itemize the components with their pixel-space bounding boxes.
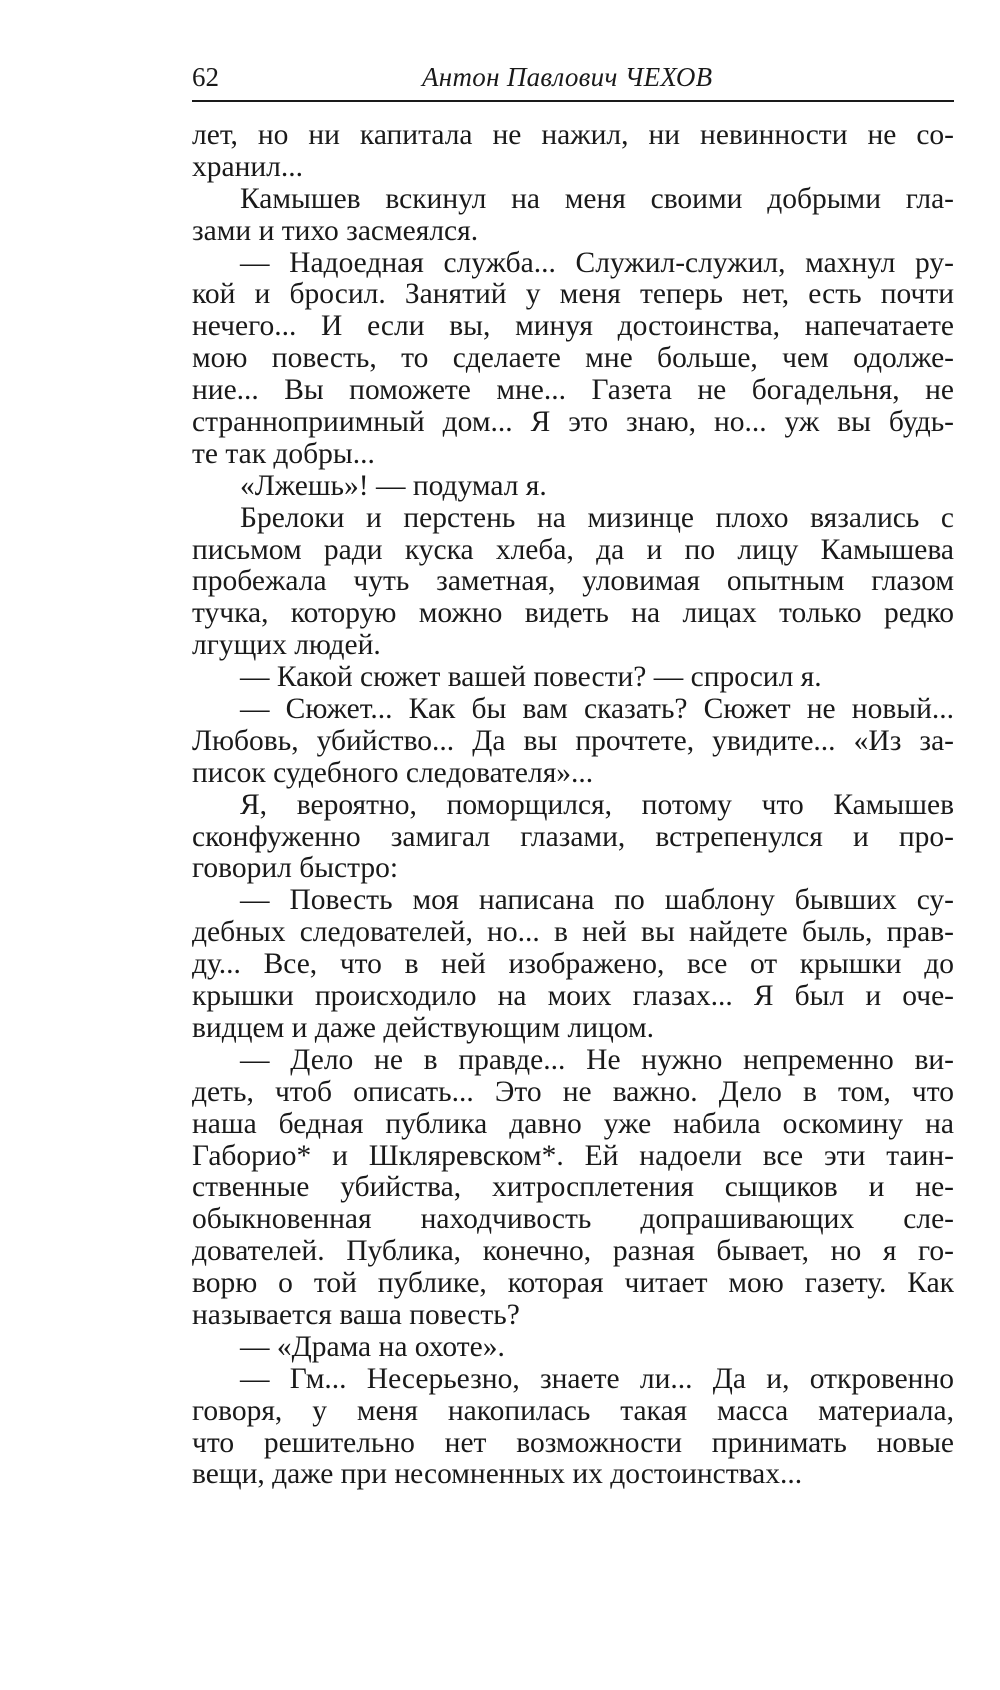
text-line: хранил...: [192, 150, 304, 183]
text-line: лет, но ни капитала не нажил, ни невинности не со-: [192, 119, 954, 151]
text-line: говоря, у меня накопилась такая масса материала,: [192, 1394, 954, 1427]
text-line: Габорио* и Шкляревском*. Ей надоели все эти таин-: [192, 1139, 954, 1172]
text-line: что решительно нет возможности принимать новые: [192, 1426, 954, 1459]
text-line: пробежала чуть заметная, уловимая опытным глазом: [192, 565, 954, 598]
text-line: «Лжешь»! — подумал я.: [240, 469, 547, 502]
text-line: нечего... И если вы, минуя достоинства, напечатаете: [192, 310, 954, 343]
body-text: [192, 120, 954, 1491]
book-page: [192, 60, 954, 1491]
text-line: — Гм... Несерьезно, знаете ли... Да и, откровенно: [240, 1362, 954, 1395]
text-line: зами и тихо засмеялся.: [192, 214, 479, 247]
text-line: наша бедная публика давно уже набила оскомину на: [192, 1107, 954, 1140]
text-line: странноприимный дом... Я это знаю, но... уж вы будь-: [192, 406, 954, 439]
text-line: обыкновенная находчивость допрашивающих сле-: [192, 1203, 954, 1236]
text-line: — Повесть моя написана по шаблону бывших су-: [240, 884, 954, 917]
text-line: дователей. Публика, конечно, разная бывает, но я го-: [192, 1235, 954, 1268]
running-head-author: Антон Павлович ЧЕХОВ: [422, 62, 713, 92]
text-line: кой и бросил. Занятий у меня теперь нет, есть почти: [192, 278, 954, 311]
text-line: видцем и даже действующим лицом.: [192, 1011, 655, 1044]
text-line: писок судебного следователя»...: [192, 756, 594, 789]
text-line: Любовь, убийство... Да вы прочтете, увидите... «Из за-: [192, 724, 954, 757]
text-line: говорил быстро:: [192, 852, 399, 885]
text-line: — Какой сюжет вашей повести? — спросил я.: [240, 661, 822, 694]
text-line: крышки происходило на моих глазах... Я был и оче-: [192, 980, 954, 1013]
text-line: письмом ради куска хлеба, да и по лицу Камышева: [192, 533, 954, 566]
text-line: — Сюжет... Как бы вам сказать? Сюжет не новый...: [240, 693, 954, 726]
text-line: — Надоедная служба... Служил-служил, махнул ру-: [240, 246, 954, 279]
text-line: ворю о той публике, которая читает мою газету. Как: [192, 1267, 954, 1300]
text-line: мою повесть, то сделаете мне больше, чем одолже-: [192, 342, 954, 375]
text-line: лгущих людей.: [192, 629, 381, 662]
text-line: те так добры...: [192, 437, 375, 470]
text-line: деть, чтоб описать... Это не важно. Дело в том, что: [192, 1075, 954, 1108]
text-line: ние... Вы поможете мне... Газета не богадельня, не: [192, 374, 954, 407]
text-line: Камышев вскинул на меня своими добрыми гла-: [240, 182, 954, 215]
text-line: дебных следователей, но... в ней вы найдете быль, прав-: [192, 916, 954, 949]
text-line: Брелоки и перстень на мизинце плохо вязались с: [240, 501, 954, 534]
page-number: 62: [192, 62, 219, 92]
text-line: тучка, которую можно видеть на лицах только редко: [192, 597, 954, 630]
text-line: — Дело не в правде... Не нужно непременно ви-: [240, 1043, 954, 1076]
text-line: ду... Все, что в ней изображено, все от крышки до: [192, 948, 954, 981]
text-line: — «Драма на охоте».: [240, 1330, 505, 1363]
text-line: ственные убийства, хитросплетения сыщиков и не-: [192, 1171, 954, 1204]
text-line: сконфуженно замигал глазами, встрепенулся и про-: [192, 820, 954, 853]
text-line: вещи, даже при несомненных их достоинствах...: [192, 1458, 803, 1491]
running-head: [192, 60, 954, 102]
text-line: называется ваша повесть?: [192, 1298, 520, 1331]
text-line: Я, вероятно, поморщился, потому что Камышев: [240, 788, 954, 821]
